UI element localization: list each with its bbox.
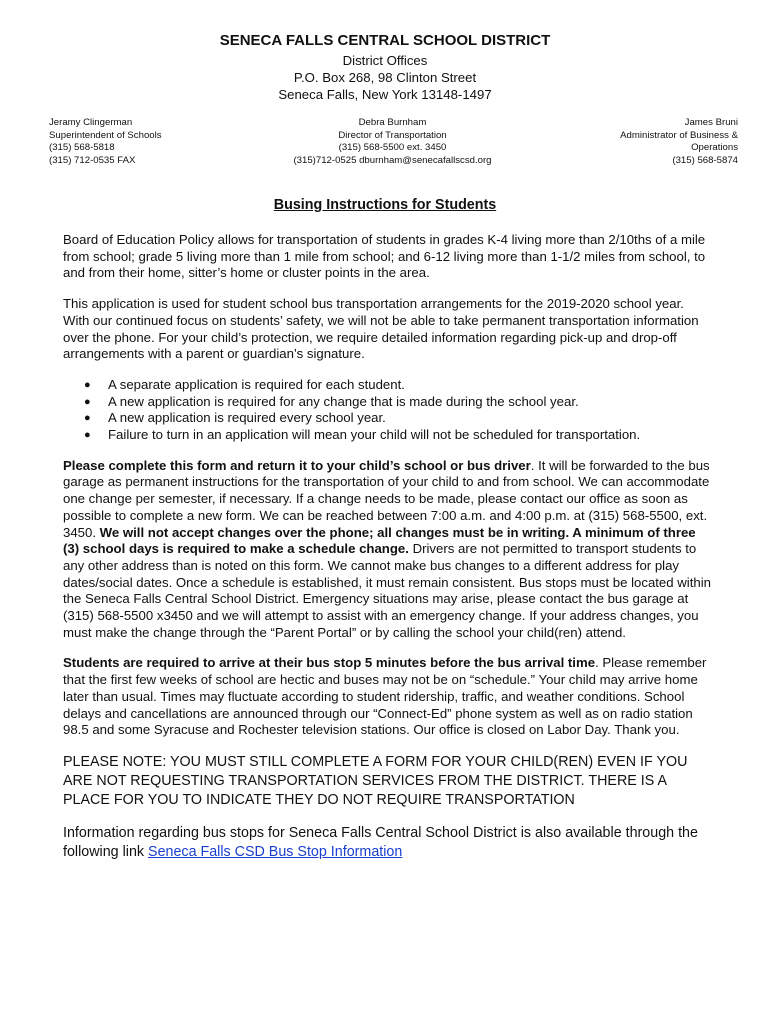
staff-phone: (315) 568-5500 ext. 3450: [338, 142, 447, 154]
staff-name: James Bruni: [684, 117, 738, 128]
district-city: Seneca Falls, New York 13148-1497: [278, 87, 492, 102]
requirements-list: [63, 377, 713, 444]
list-item: ● A new application is required every school year.: [84, 410, 386, 426]
page-title: Busing Instructions for Students: [273, 197, 497, 213]
bullet-icon: ●: [84, 395, 91, 408]
letterhead: [0, 32, 770, 103]
bus-stop-link[interactable]: Seneca Falls CSD Bus Stop Information: [148, 843, 403, 860]
arrival-paragraph: Students are required to arrive at their bus stop 5 minutes before the bus arrival time. Please remember that the first few weeks of school are hectic and buses may not be on “schedule.” Your child may arrive home later than usual. Times may fluctuate according to student ridership, traffic, and weather conditions. School delays and cancellations are announced through our “Connect-Ed” phone system as well as on radio station 98.5 and some Syracuse and Rochester television stations. Our office is closed on Labor Day. Thank you.: [63, 655, 707, 738]
staff-role: Superintendent of Schools: [49, 129, 162, 141]
bullet-icon: ●: [84, 378, 91, 391]
list-item: ● A separate application is required for each student.: [84, 376, 405, 392]
list-item: ● A new application is required for any change that is made during the school year.: [84, 393, 579, 409]
notice-paragraph: PLEASE NOTE: YOU MUST STILL COMPLETE A FORM FOR YOUR CHILD(REN) EVEN IF YOU ARE NOT REQUESTING TRANSPORTATION SERVICES FROM THE DISTRICT. THERE IS A PLACE FOR YOU TO INDICATE THEY DO NOT REQUIRE TRANSPORTATION: [63, 753, 688, 808]
document-body: [63, 232, 713, 876]
staff-role: Director of Transportation: [338, 129, 447, 141]
list-item: ● Failure to turn in an application will mean your child will not be scheduled for transportation.: [84, 427, 641, 443]
instructions-paragraph: Please complete this form and return it to your child’s school or bus driver. It will be forwarded to the bus garage as permanent instructions for the transportation of your child to and from school. We can accommodate one change per semester, if necessary. If a change needs to be made, please contact our office as soon as possible to complete a new form. We can be reached between 7:00 a.m. and 4:00 p.m. at (315) 568-5500, ext. 3450. We will not accept changes over the phone; all changes must be in writing. A minimum of three (3) school days is required to make a schedule change. Drivers are not permitted to transport students to any other address than is noted on this form. We cannot make bus changes to a different address for play dates/social dates. Once a schedule is established, it must remain consistent. Bus stops must be located within the Seneca Falls Central School District. Emergency situations may arise, please contact the bus garage at (315) 568-5500 x3450 and we will attempt to assist with an emergency change. If your address changes, you must make the change through the “Parent Portal” or by calling the school your child(ren) attend.: [63, 457, 711, 640]
district-office: District Offices: [342, 53, 428, 68]
staff-contact: (315)712-0525 dburnham@senecafallscsd.org: [293, 154, 492, 166]
staff-business-administrator: [620, 117, 738, 167]
application-paragraph: This application is used for student school bus transportation arrangements for the 2019-2020 school year. With our continued focus on students’ safety, we will not be able to take permanent transportation information over the phone. For your child’s protection, we require detailed information regarding pick-up and drop-off arrangements with a parent or guardian’s signature.: [63, 296, 699, 362]
bus-stop-info: Information regarding bus stops for Seneca Falls Central School District is also available through the following link Seneca Falls CSD Bus Stop Information: [63, 824, 698, 860]
bullet-icon: ●: [84, 412, 91, 425]
staff-name: Jeramy Clingerman: [49, 117, 133, 128]
staff-phone: (315) 568-5818: [49, 142, 115, 154]
staff-phone: (315) 568-5874: [672, 154, 738, 166]
district-name: SENECA FALLS CENTRAL SCHOOL DISTRICT: [219, 32, 551, 49]
staff-role-cont: Operations: [691, 142, 738, 154]
district-address: P.O. Box 268, 98 Clinton Street: [293, 70, 477, 85]
policy-paragraph: Board of Education Policy allows for transportation of students in grades K-4 living more than 2/10ths of a mile from school; grade 5 living more than 1 mile from school; and 6-12 living more than 1-1/2 miles from school, to and from their home, sitter’s home or cluster points in the area.: [63, 232, 706, 281]
staff-name: Debra Burnham: [358, 117, 427, 128]
staff-role: Administrator of Business &: [620, 129, 738, 141]
bullet-icon: ●: [84, 429, 91, 442]
staff-fax: (315) 712-0535 FAX: [49, 154, 136, 166]
